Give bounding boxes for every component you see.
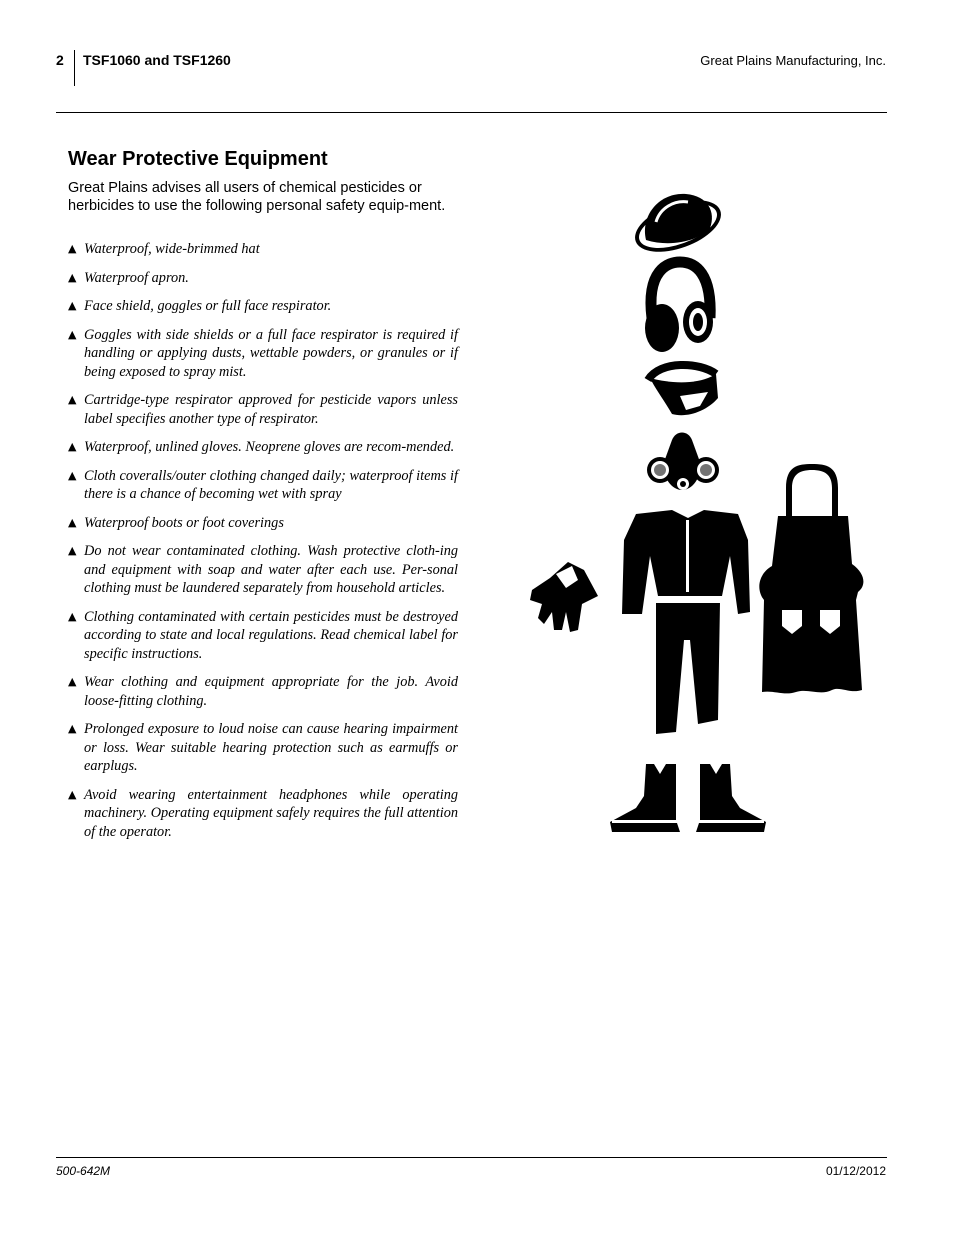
earmuffs-icon xyxy=(645,262,713,352)
document-date: 01/12/2012 xyxy=(825,1164,886,1178)
apron-icon xyxy=(759,464,863,693)
list-item-text: Face shield, goggles or full face respirator. xyxy=(84,298,332,314)
list-item xyxy=(68,673,458,710)
list-item-text: Prolonged exposure to loud noise can cause hearing impairment or loss. Wear suitable hearing protection such as earmuffs or earplugs. xyxy=(84,721,458,774)
header-divider xyxy=(74,50,75,86)
list-item xyxy=(68,297,458,316)
page-number: 2 xyxy=(56,52,64,68)
triangle-bullet-icon: ▲ xyxy=(68,270,77,284)
list-item xyxy=(68,786,458,842)
footer-rule xyxy=(56,1157,887,1158)
coveralls-icon xyxy=(622,510,750,734)
triangle-bullet-icon: ▲ xyxy=(68,242,77,255)
hat-icon xyxy=(628,190,728,262)
triangle-bullet-icon: ▲ xyxy=(68,393,77,406)
list-item-text: Clothing contaminated with certain pesticides must be destroyed according to state and local regulations. Read chemical label for specific instructions. xyxy=(84,608,458,662)
list-item xyxy=(68,269,458,288)
list-item-text: Waterproof, unlined gloves. Neoprene gloves are recom-mended. xyxy=(84,439,455,455)
triangle-bullet-icon: ▲ xyxy=(68,544,77,557)
triangle-bullet-icon: ▲ xyxy=(68,787,77,801)
list-item xyxy=(68,467,458,504)
list-item-text: Waterproof, wide-brimmed hat xyxy=(84,241,260,257)
list-item xyxy=(68,326,458,382)
document-number: 500-642M xyxy=(56,1164,111,1178)
header-rule xyxy=(56,112,887,113)
gloves-icon xyxy=(530,562,598,632)
list-item xyxy=(68,438,458,457)
protective-equipment-illustration xyxy=(520,185,880,845)
triangle-bullet-icon: ▲ xyxy=(68,468,77,482)
list-item-text: Goggles with side shields or a full face respirator is required if handling or applying dusts, wettable powders, or granules or if being exposed to spray mist. xyxy=(84,326,458,380)
manual-title: TSF1060 and TSF1260 xyxy=(83,52,231,68)
respirator-icon xyxy=(647,433,719,491)
triangle-bullet-icon: ▲ xyxy=(68,609,77,623)
list-item xyxy=(68,240,458,259)
list-item-text: Do not wear contaminated clothing. Wash protective cloth-ing and equipment with soap and water after each use. Per-sonal clothing must be laundered separately from household articles. xyxy=(84,543,458,596)
boots-icon xyxy=(610,764,766,832)
triangle-bullet-icon: ▲ xyxy=(68,327,77,341)
triangle-bullet-icon: ▲ xyxy=(68,675,77,688)
triangle-bullet-icon: ▲ xyxy=(68,440,77,453)
triangle-bullet-icon: ▲ xyxy=(68,515,77,529)
section-heading: Wear Protective Equipment xyxy=(68,148,328,170)
list-item-text: Waterproof apron. xyxy=(84,269,189,286)
list-item xyxy=(68,608,458,664)
list-item-text: Waterproof boots or foot coverings xyxy=(84,514,284,531)
triangle-bullet-icon: ▲ xyxy=(68,299,77,312)
list-item xyxy=(68,391,458,428)
equipment-list xyxy=(68,240,458,851)
list-item xyxy=(68,514,458,533)
triangle-bullet-icon: ▲ xyxy=(68,722,77,735)
list-item-text: Avoid wearing entertainment headphones while operating machinery. Operating equipment safely requires the full attention of the operator. xyxy=(84,786,458,840)
goggles-icon xyxy=(648,365,718,415)
company-name: Great Plains Manufacturing, Inc. xyxy=(700,53,886,68)
list-item xyxy=(68,542,458,598)
list-item xyxy=(68,720,458,776)
list-item-text: Wear clothing and equipment appropriate for the job. Avoid loose-fitting clothing. xyxy=(84,674,458,709)
list-item-text: Cloth coveralls/outer clothing changed daily; waterproof items if there is a chance of becoming wet with spray xyxy=(84,467,458,502)
list-item-text: Cartridge-type respirator approved for pesticide vapors unless label specifies another type of respirator. xyxy=(84,392,458,427)
section-intro: Great Plains advises all users of chemical pesticides or herbicides to use the following personal safety equip-ment. xyxy=(68,180,446,214)
